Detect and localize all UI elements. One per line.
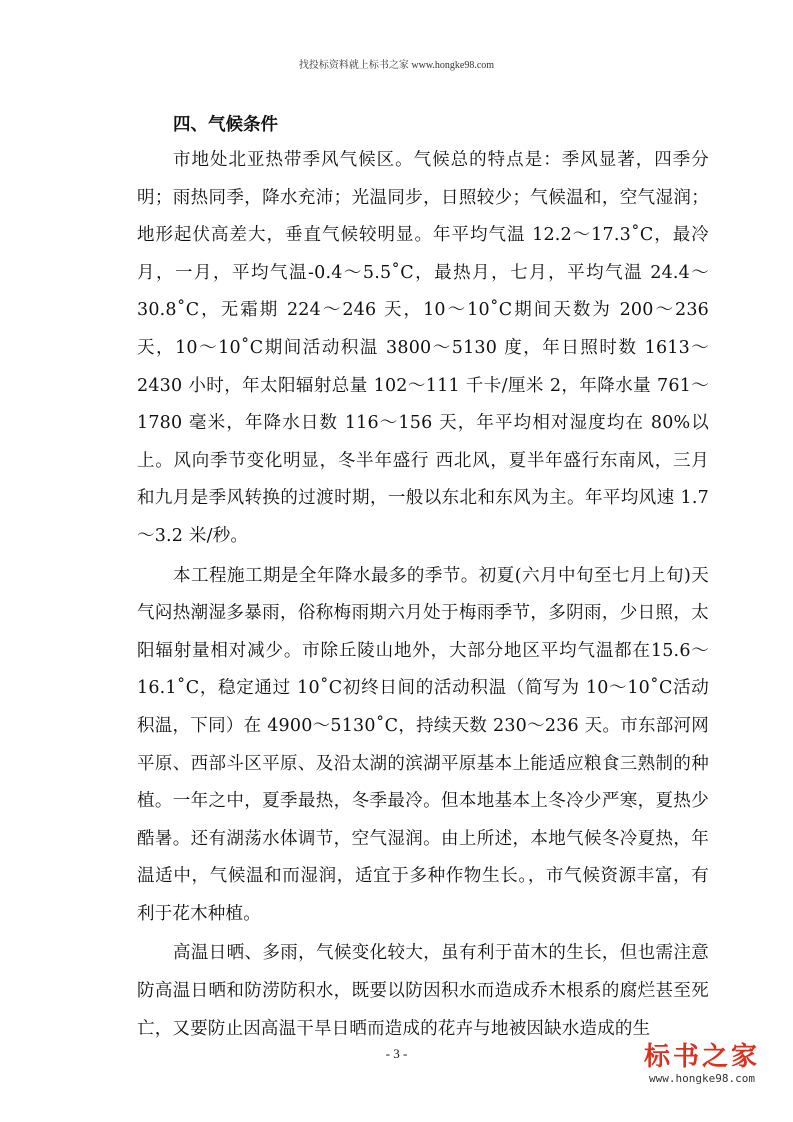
watermark-logo (637, 1042, 767, 1094)
page-header: 找投标资料就上标书之家 www.hongke98.com (298, 60, 495, 71)
section-title: 四、气候条件 (173, 115, 278, 135)
page-number: - 3 - (385, 1046, 408, 1061)
paragraph-precautions: 高温日晒、多雨，气候变化较大，虽有利于苗木的生长，但也需注意防高温日晒和防涝防积水，既要以防因积水而造成乔木根系的腐烂甚至死亡，又要防止因高温干旱日晒而造成的花卉与地被因缺水造成的生 (137, 943, 709, 1039)
paragraph-construction-period: 本工程施工期是全年降水最多的季节。初夏(六月中旬至七月上旬)天气闷热潮湿多暴雨，俗称梅雨期六月处于梅雨季节，多阴雨，少日照，太阳辐射量相对减少。市除丘陵山地外，大部分地区平均气温都在15.6～16.1˚C，稳定通过 10˚C初终日间的活动积温（简写为 10～10˚C活动积温，下同）在 4900～5130˚C，持续天数 230～236 天。市东部河网平原、西部斗区平原、及沿太湖的滨湖平原基本上能适应粮食三熟制的种植。一年之中，夏季最热，冬季最冷。但本地基本上冬冷少严寒，夏热少酷暑。还有湖荡水体调节，空气湿润。由上所述，本地气候冬冷夏热，年温适中，气候温和而湿润，适宜于多种作物生长。，市气候资源丰富，有利于花木种植。 (137, 565, 709, 924)
logo-title: 标书之家 (643, 1042, 760, 1072)
logo-url: www.hongke98.com (649, 1072, 755, 1085)
paragraph-climate-overview: 市地处北亚热带季风气候区。气候总的特点是：季风显著，四季分明；雨热同季，降水充沛；光温同步，日照较少；气候温和，空气湿润；地形起伏高差大，垂直气候较明显。年平均气温 12.2～17.3˚C，最冷月，一月，平均气温-0.4～5.5˚C，最热月，七月，平均气温 24.4～30.8˚C，无霜期 224～246 天，10～10˚C期间天数为 200～236 天，10～10˚C期间活动积温 3800～5130 度，年日照时数 1613～2430 小时，年太阳辐射总量 102～111 千卡/厘米 2，年降水量 761～1780 毫米，年降水日数 116～156 天，年平均相对湿度均在 80%以上。风向季节变化明显，冬半年盛行 西北风，夏半年盛行东南风，三月和九月是季风转换的过渡时期，一般以东北和东风为主。年平均风速 1.7～3.2 米/秒。 (137, 150, 709, 546)
document-body (137, 108, 709, 1048)
